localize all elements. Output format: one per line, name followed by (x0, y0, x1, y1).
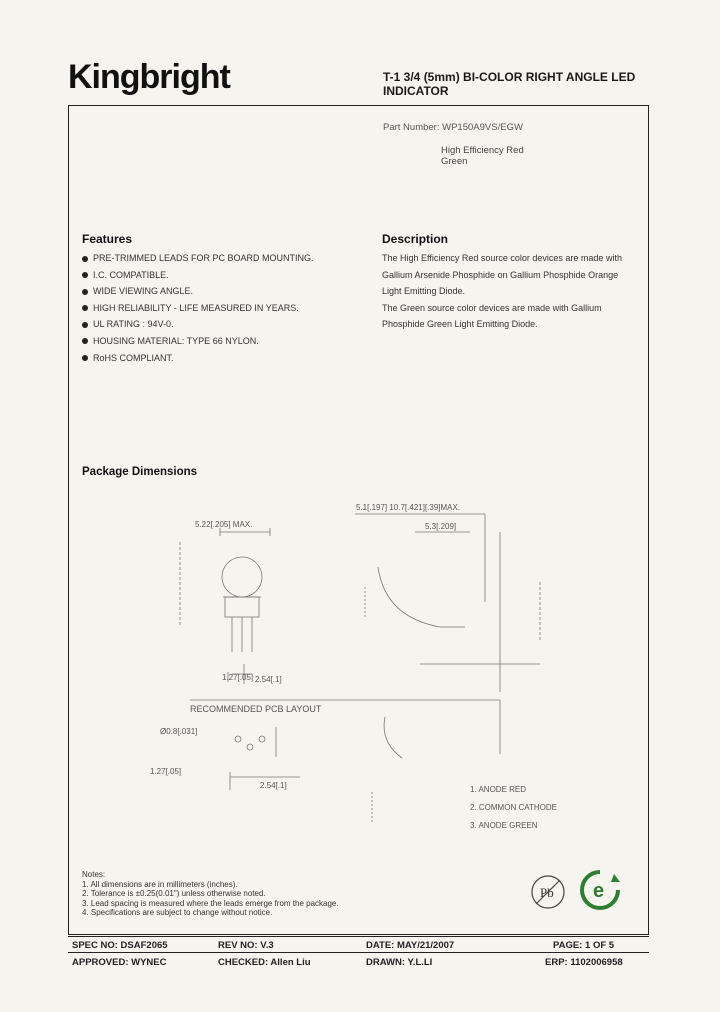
dim-pcb-pitch: 2.54[.1] (260, 781, 287, 790)
pb-free-icon (528, 872, 568, 912)
erp-number: ERP: 1102006958 (545, 957, 623, 968)
pb-label: Pb (540, 885, 554, 900)
side-view (355, 514, 540, 692)
pin-1-label: 1. ANODE RED (470, 785, 527, 794)
page-number: PAGE: 1 OF 5 (553, 940, 615, 951)
feature-item: UL RATING : 94V-0. (82, 316, 372, 333)
note-item: 1. All dimensions are in millimeters (inches). (82, 879, 238, 889)
footer-rule-mid (68, 952, 649, 953)
dim-pcb-bottom: 1.27[.05] (150, 767, 182, 776)
pcb-layout-title: RECOMMENDED PCB LAYOUT (190, 704, 322, 714)
description-line: The Green source color devices are made with Gallium (382, 302, 602, 313)
feature-item: HIGH RELIABILITY - LIFE MEASURED IN YEARS. (82, 300, 372, 317)
description-line: Gallium Arsenide Phosphide on Gallium Phosphide Orange (382, 269, 619, 280)
package-dimensions-heading: Package Dimensions (82, 466, 198, 478)
color-red: High Efficiency Red (441, 145, 524, 156)
footer-rule-top (68, 936, 649, 937)
dim-right-top: 5.1[.197] 10.7[.421][.39]MAX. (356, 503, 461, 512)
document-title (383, 70, 683, 98)
package-drawing (120, 492, 560, 837)
feature-item: RoHS COMPLIANT. (82, 350, 372, 367)
checked-by: CHECKED: Allen Liu (218, 957, 311, 968)
dim-lead-pitch: 2.54[.1] (255, 675, 282, 684)
pin-3-label: 3. ANODE GREEN (470, 821, 538, 830)
date: DATE: MAY/21/2007 (366, 940, 455, 951)
dimension-labels (150, 503, 557, 830)
spec-no: SPEC NO: DSAF2065 (72, 940, 168, 951)
rohs-e-icon (578, 868, 622, 912)
title-line-2: INDICATOR (383, 84, 449, 98)
features-list (82, 250, 372, 366)
notes (82, 870, 339, 918)
description-line: Light Emitting Diode. (382, 286, 466, 297)
pcb-layout (190, 700, 500, 822)
front-view (180, 528, 270, 684)
rev-no: REV NO: V.3 (218, 940, 274, 951)
dim-hole: Ø0.8[.031] (160, 727, 198, 736)
description-line: The High Efficiency Red source color devices are made with (382, 253, 622, 263)
part-number: Part Number: WP150A9VS/EGW (383, 122, 523, 133)
dim-lead-dia: 1.27[.05] (222, 673, 254, 682)
color-green: Green (441, 156, 468, 167)
approved-by: APPROVED: WYNEC (72, 957, 167, 968)
rohs-e-label: e (593, 880, 605, 902)
notes-heading: Notes: (82, 870, 106, 879)
title-line-1: T-1 3/4 (5mm) BI-COLOR RIGHT ANGLE LED (383, 70, 636, 84)
dim-top-width: 5.22[.205] MAX. (195, 520, 253, 529)
note-item: 3. Lead spacing is measured where the leads emerge from the package. (82, 898, 339, 908)
note-item: 2. Tolerance is ±0.25(0.01") unless otherwise noted. (82, 889, 266, 898)
kingbright-logo: Kingbright (68, 58, 230, 96)
feature-item: I.C. COMPATIBLE. (82, 267, 372, 284)
features-heading: Features (82, 232, 133, 246)
feature-item: WIDE VIEWING ANGLE. (82, 283, 372, 300)
feature-item: PRE-TRIMMED LEADS FOR PC BOARD MOUNTING. (82, 250, 372, 267)
description-line: Phosphide Green Light Emitting Diode. (382, 319, 538, 330)
note-item: 4. Specifications are subject to change without notice. (82, 908, 273, 917)
feature-item: HOUSING MATERIAL: TYPE 66 NYLON. (82, 333, 372, 350)
drawn-by: DRAWN: Y.L.LI (366, 957, 433, 968)
description-text (382, 250, 647, 333)
pin-2-label: 2. COMMON CATHODE (470, 803, 557, 812)
dim-right-mid: 5.3[.209] (425, 522, 457, 531)
description-heading: Description (382, 232, 449, 246)
